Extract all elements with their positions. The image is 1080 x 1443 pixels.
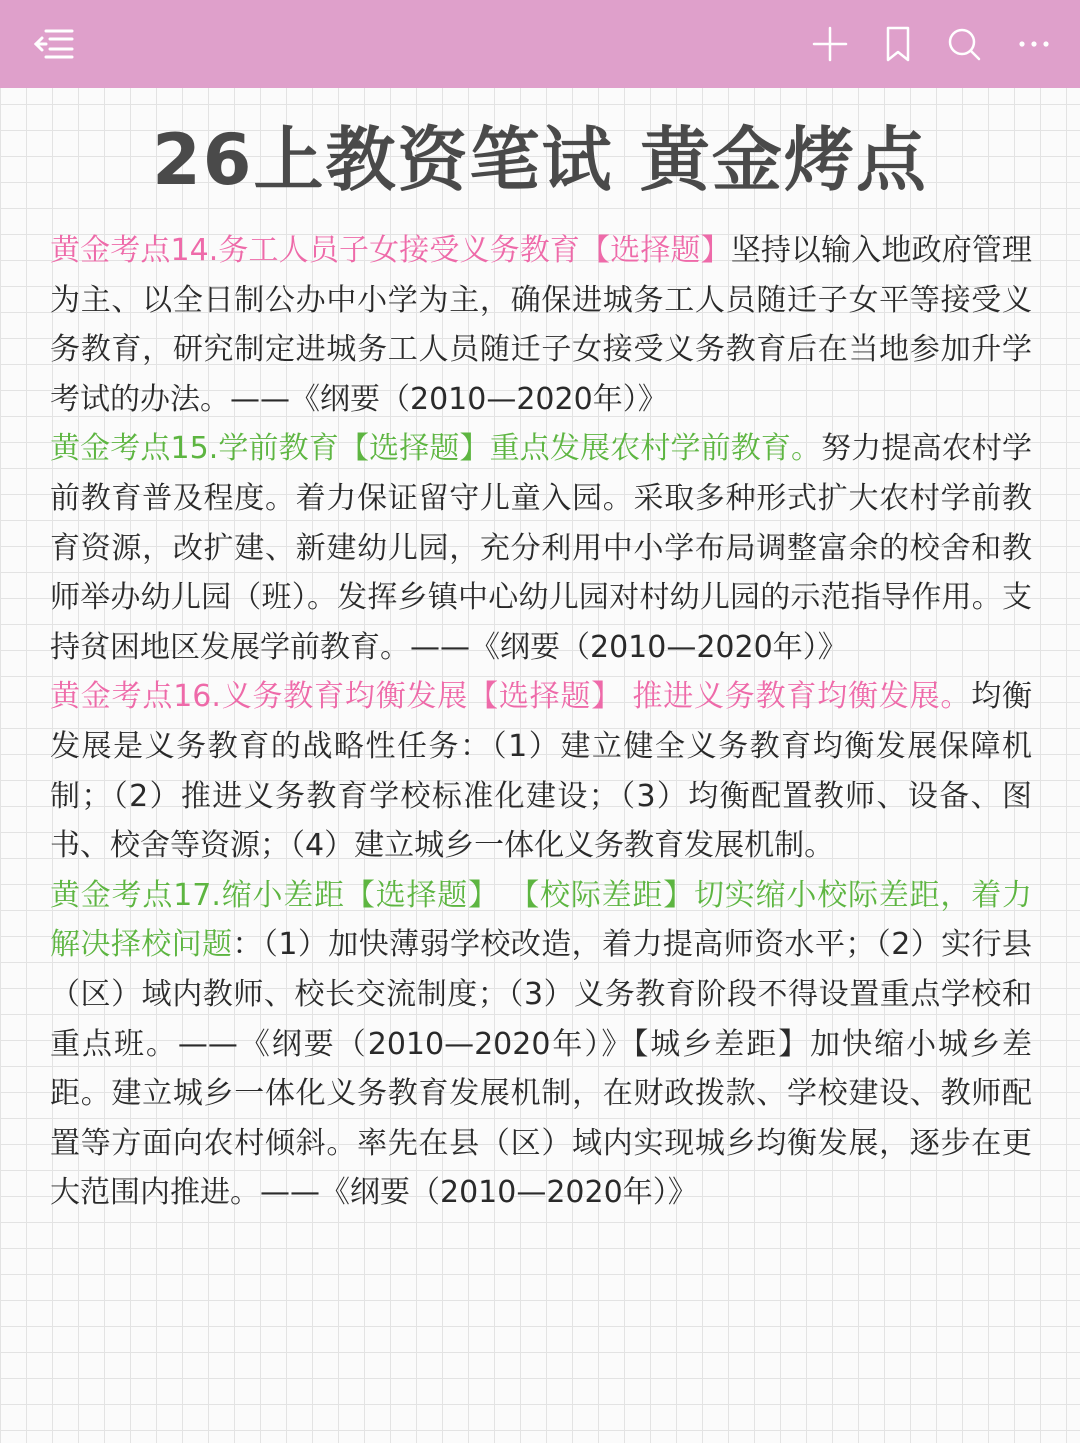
plus-icon[interactable]	[808, 22, 852, 66]
search-icon[interactable]	[942, 22, 986, 66]
section-body: 均衡发展是义务教育的战略性任务：（1）建立健全义务教育均衡发展保障机制；（2）推进义务教育学校标准化建设；（3）均衡配置教师、设备、图书、校舍等资源；（4）建立城乡一体化义务教育发展机制。	[50, 679, 1033, 864]
page-title: 26上教资笔试 黄金烤点	[152, 119, 928, 201]
top-toolbar	[0, 0, 1080, 88]
section-heading: 黄金考点14.务工人员子女接受义务教育【选择题】	[50, 233, 731, 268]
section-17	[50, 871, 1032, 1218]
bookmark-icon[interactable]	[876, 22, 920, 66]
section-body: 坚持以输入地政府管理为主、以全日制公办中小学为主，确保进城务工人员随迁子女平等接受义务教育，研究制定进城务工人员随迁子女接受义务教育后在当地参加升学考试的办法。——《纲要（2010—2020年）》	[50, 233, 1032, 417]
section-body: 努力提高农村学前教育普及程度。着力保证留守儿童入园。采取多种形式扩大农村学前教育资源，改扩建、新建幼儿园，充分利用中小学布局调整富余的校舍和教师举办幼儿园（班）。发挥乡镇中心幼儿园对村幼儿园的示范指导作用。支持贫困地区发展学前教育。——《纲要（2010—2020年）》	[50, 431, 1033, 665]
section-15	[50, 424, 1032, 672]
section-14	[50, 226, 1032, 424]
more-icon[interactable]	[1012, 22, 1056, 66]
menu-back-icon[interactable]	[32, 22, 76, 66]
note-content	[50, 226, 1032, 1218]
section-heading: 黄金考点17.缩小差距【选择题】 【校际差距】切实缩小校际差距，着力解决择校问题	[50, 877, 1032, 963]
section-body: ：（1）加快薄弱学校改造，着力提高师资水平；（2）实行县（区）域内教师、校长交流制度；（3）义务教育阶段不得设置重点学校和重点班。——《纲要（2010—2020年）》【城乡差距】加快缩小城乡差距。建立城乡一体化义务教育发展机制，在财政拨款、学校建设、教师配置等方面向农村倾斜。率先在县（区）域内实现城乡均衡发展，逐步在更大范围内推进。——《纲要（2010—2020年）》	[50, 927, 1032, 1211]
section-heading: 黄金考点15.学前教育【选择题】重点发展农村学前教育。	[50, 431, 822, 467]
section-16	[50, 672, 1032, 870]
section-heading: 黄金考点16.义务教育均衡发展【选择题】 推进义务教育均衡发展。	[50, 679, 972, 715]
